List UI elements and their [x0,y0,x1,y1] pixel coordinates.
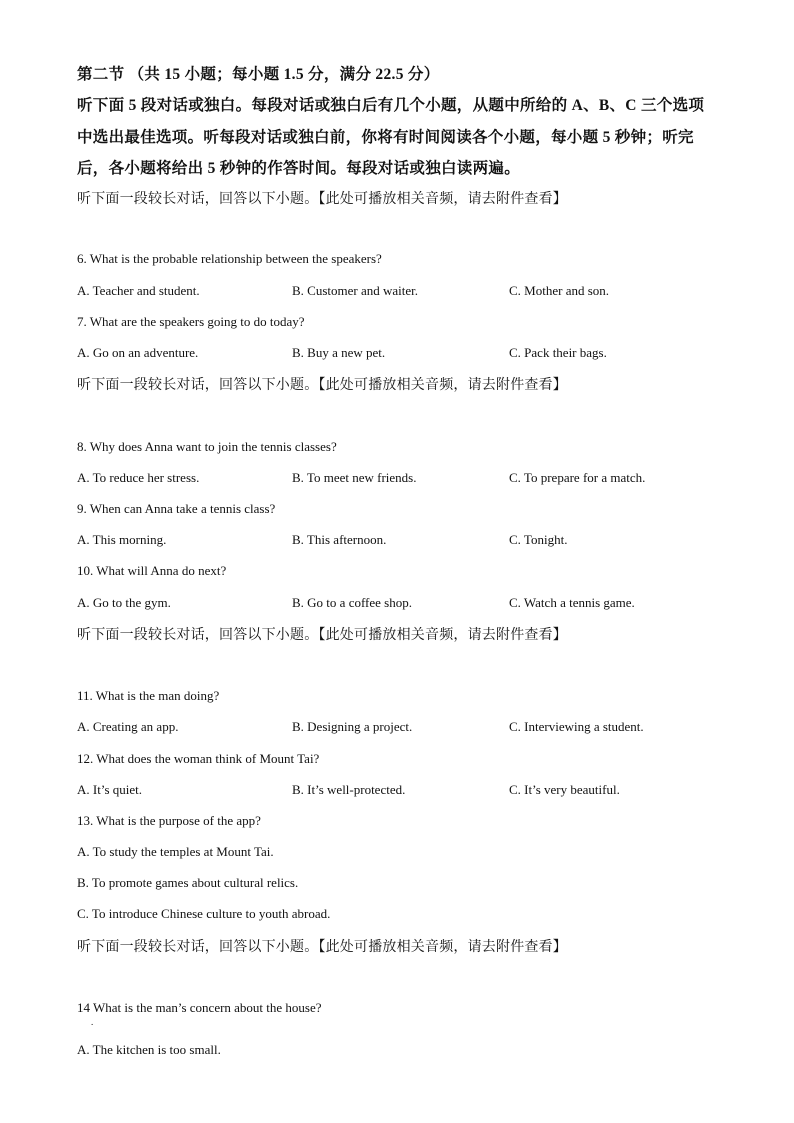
instruction-line-2: 中选出最佳选项。听每段对话或独白前，你将有时间阅读各个小题，每小题 5 秒钟；听完 [77,129,694,146]
question-stem: 9. When can Anna take a tennis class? [77,501,276,516]
section-heading: 第二节 （共 15 小题；每小题 1.5 分，满分 22.5 分） [77,66,440,83]
instruction-line-1: 听下面 5 段对话或独白。每段对话或独白后有几个小题，从题中所给的 A、B、C 三个选项 [77,97,705,114]
question-stem: 7. What are the speakers going to do today? [77,314,305,329]
stray-mark: . [91,1017,94,1027]
option-b: B. It’s well-protected. [292,782,406,797]
option-b: B. To promote games about cultural relics. [77,875,299,890]
option-c: C. Tonight. [509,532,568,547]
audio-prompt: 听下面一段较长对话，回答以下小题。【此处可播放相关音频，请去附件查看】 [77,628,567,643]
option-b: B. This afternoon. [292,532,387,547]
option-a: A. Go on an adventure. [77,345,199,360]
option-c: C. To introduce Chinese culture to youth abroad. [77,906,331,921]
question-stem: 8. Why does Anna want to join the tennis classes? [77,439,337,454]
question-stem: 12. What does the woman think of Mount Tai? [77,751,320,766]
option-a: A. Creating an app. [77,719,179,734]
option-b: B. Buy a new pet. [292,345,386,360]
instruction-line-3: 后，各小题将给出 5 秒钟的作答时间。每段对话或独白读两遍。 [77,160,521,177]
question-stem: 10. What will Anna do next? [77,563,227,578]
option-c: C. Interviewing a student. [509,719,644,734]
option-c: C. To prepare for a match. [509,470,646,485]
question-stem: 6. What is the probable relationship between the speakers? [77,251,382,266]
option-c: C. It’s very beautiful. [509,782,620,797]
option-a: A. To reduce her stress. [77,470,200,485]
option-b: B. To meet new friends. [292,470,417,485]
option-c: C. Mother and son. [509,283,610,298]
audio-prompt: 听下面一段较长对话，回答以下小题。【此处可播放相关音频，请去附件查看】 [77,940,567,955]
question-stem: 13. What is the purpose of the app? [77,813,261,828]
option-b: B. Go to a coffee shop. [292,595,412,610]
option-c: C. Pack their bags. [509,345,607,360]
option-a: A. Teacher and student. [77,283,200,298]
option-b: B. Customer and waiter. [292,283,419,298]
option-a: A. This morning. [77,532,167,547]
question-stem: 14 What is the man’s concern about the house? [77,1000,322,1015]
option-a: A. To study the temples at Mount Tai. [77,844,274,859]
option-c: C. Watch a tennis game. [509,595,635,610]
audio-prompt: 听下面一段较长对话，回答以下小题。【此处可播放相关音频，请去附件查看】 [77,378,567,393]
option-b: B. Designing a project. [292,719,413,734]
option-a: A. It’s quiet. [77,782,142,797]
option-a: A. Go to the gym. [77,595,171,610]
question-stem: 11. What is the man doing? [77,688,220,703]
audio-prompt: 听下面一段较长对话，回答以下小题。【此处可播放相关音频，请去附件查看】 [77,192,567,207]
option-a: A. The kitchen is too small. [77,1042,221,1057]
